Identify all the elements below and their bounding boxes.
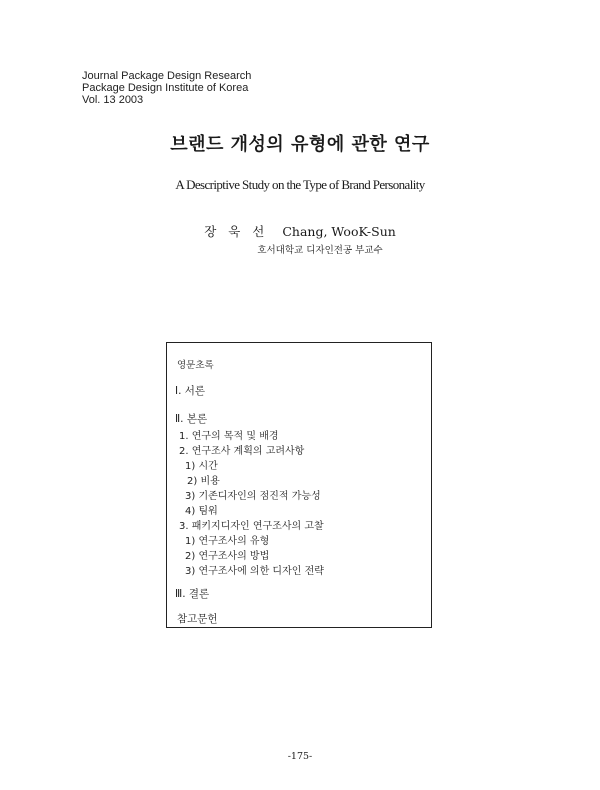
toc-item: 3. 패키지디자인 연구조사의 고찰 bbox=[179, 521, 324, 532]
page-number: -175- bbox=[287, 751, 313, 762]
toc-item: Ⅱ. 본론 bbox=[175, 413, 208, 425]
paper-title-korean: 브랜드 개성의 유형에 관한 연구 bbox=[170, 134, 430, 155]
toc-item: 1) 연구조사의 유형 bbox=[185, 536, 270, 547]
toc-item: 1. 연구의 목적 및 배경 bbox=[179, 431, 279, 442]
journal-volume: Vol. 13 2003 bbox=[82, 94, 144, 106]
toc-item: 2. 연구조사 계획의 고려사항 bbox=[179, 446, 305, 457]
author-name-english: Chang, WooK-Sun bbox=[282, 224, 396, 239]
toc-item: 3) 기존디자인의 점진적 가능성 bbox=[185, 491, 321, 502]
author-affiliation: 호서대학교 디자인전공 부교수 bbox=[257, 245, 383, 256]
author-name-korean: 장 욱 선 bbox=[204, 224, 269, 239]
toc-item: 2) 비용 bbox=[187, 476, 220, 487]
journal-header bbox=[82, 70, 251, 106]
author-line bbox=[0, 222, 600, 240]
toc-heading: 영문초록 bbox=[177, 360, 214, 371]
paper-title-english: A Descriptive Study on the Type of Brand Personality bbox=[175, 177, 425, 192]
toc-item: 1) 시간 bbox=[185, 461, 218, 472]
table-of-contents bbox=[166, 342, 432, 628]
toc-item: Ⅰ. 서론 bbox=[175, 385, 206, 397]
journal-publisher: Package Design Institute of Korea bbox=[82, 82, 249, 94]
toc-item: 참고문헌 bbox=[177, 613, 218, 625]
toc-item: 4) 팀워 bbox=[185, 506, 218, 517]
toc-item: 2) 연구조사의 방법 bbox=[185, 551, 270, 562]
toc-item: 3) 연구조사에 의한 디자인 전략 bbox=[185, 566, 324, 577]
journal-name: Journal Package Design Research bbox=[82, 70, 252, 82]
toc-item: Ⅲ. 결론 bbox=[175, 588, 210, 600]
